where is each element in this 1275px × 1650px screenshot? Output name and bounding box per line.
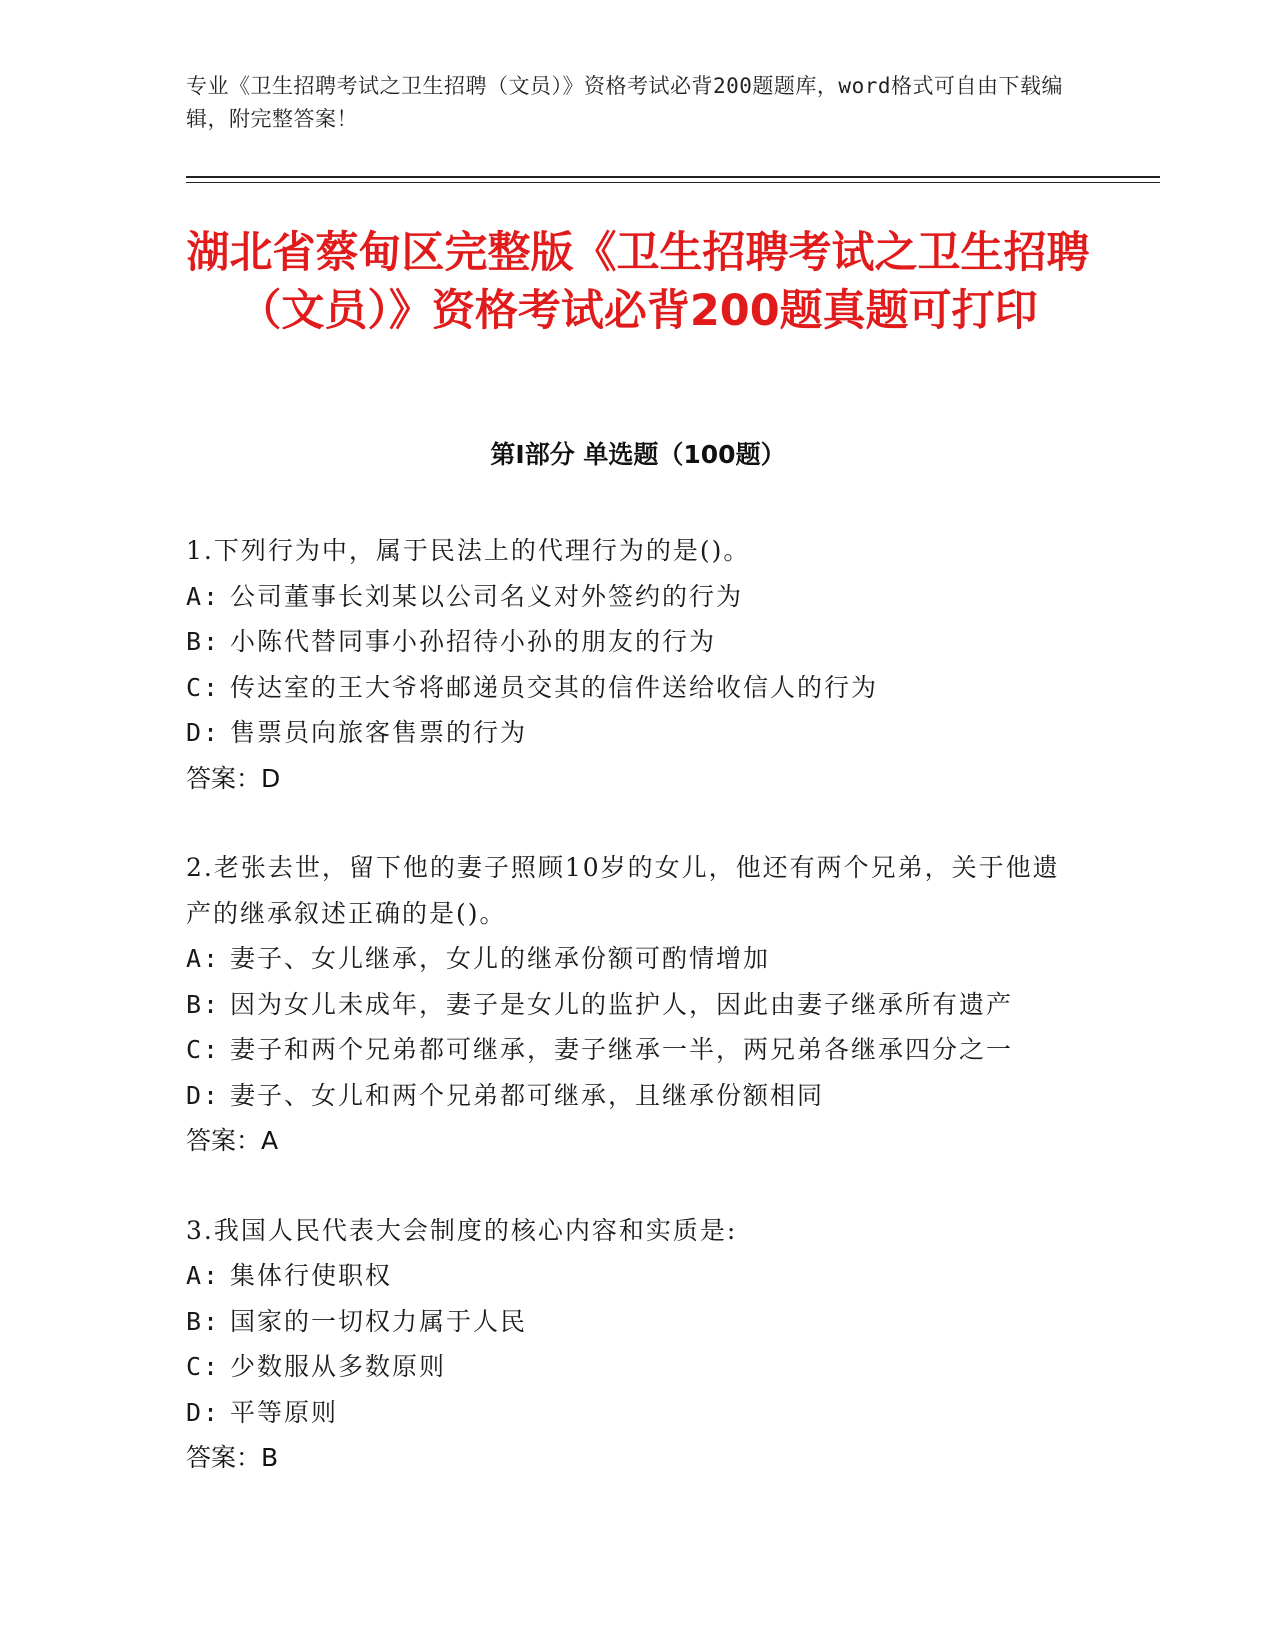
option-text: 售票员向旅客售票的行为 xyxy=(230,718,528,747)
option-d xyxy=(186,1073,1086,1119)
option-text: 小陈代替同事小孙招待小孙的朋友的行为 xyxy=(230,627,717,656)
option-d xyxy=(186,1390,1086,1436)
answer-line: 答案：A xyxy=(186,1126,279,1155)
option-letter: B: xyxy=(186,989,221,1019)
question-stem: 2.老张去世，留下他的妻子照顾10岁的女儿，他还有两个兄弟，关于他遗产的继承叙述正确的是()。 xyxy=(186,853,1060,928)
option-letter: C: xyxy=(186,672,221,702)
option-letter: C: xyxy=(186,1352,221,1381)
option-text: 妻子、女儿继承，女儿的继承份额可酌情增加 xyxy=(230,944,771,973)
option-c xyxy=(186,1344,1086,1390)
option-b xyxy=(186,982,1086,1028)
option-a xyxy=(186,1253,1086,1299)
option-a xyxy=(186,574,1086,620)
option-letter: D: xyxy=(186,1397,221,1427)
option-text: 妻子和两个兄弟都可继承，妻子继承一半，两兄弟各继承四分之一 xyxy=(230,1035,1014,1064)
option-c xyxy=(186,1027,1086,1073)
section-title: 第Ⅰ部分 单选题（100题） xyxy=(490,440,786,469)
document-title: 湖北省蔡甸区完整版《卫生招聘考试之卫生招聘（文员）》资格考试必背200题真题可打印 xyxy=(186,228,1090,336)
option-d xyxy=(186,710,1086,756)
question-stem: 3.我国人民代表大会制度的核心内容和实质是: xyxy=(186,1215,738,1245)
header-divider-thick xyxy=(186,176,1160,178)
option-a xyxy=(186,936,1086,982)
header-note: 专业《卫生招聘考试之卫生招聘（文员）》资格考试必背200题题库，word格式可自由下载编辑，附完整答案！ xyxy=(186,74,1063,131)
question-1 xyxy=(186,528,1086,801)
option-letter: B: xyxy=(186,1306,221,1336)
option-text: 国家的一切权力属于人民 xyxy=(230,1306,528,1336)
question-stem: 1.下列行为中，属于民法上的代理行为的是()。 xyxy=(186,536,751,565)
option-letter: A: xyxy=(186,581,221,611)
option-text: 集体行使职权 xyxy=(230,1261,393,1290)
option-c xyxy=(186,665,1086,711)
option-letter: B: xyxy=(186,627,221,656)
option-letter: C: xyxy=(186,1035,221,1064)
option-letter: D: xyxy=(186,718,221,747)
option-letter: D: xyxy=(186,1080,221,1110)
option-letter: A: xyxy=(186,1261,221,1290)
option-b xyxy=(186,619,1086,665)
option-text: 公司董事长刘某以公司名义对外签约的行为 xyxy=(230,581,744,611)
header-divider-thin xyxy=(186,182,1160,183)
option-text: 妻子、女儿和两个兄弟都可继承，且继承份额相同 xyxy=(230,1080,825,1110)
answer-line: 答案：B xyxy=(186,1443,279,1472)
option-text: 传达室的王大爷将邮递员交其的信件送给收信人的行为 xyxy=(230,672,879,702)
option-text: 平等原则 xyxy=(230,1397,339,1427)
option-b xyxy=(186,1299,1086,1345)
option-letter: A: xyxy=(186,944,221,973)
option-text: 因为女儿未成年，妻子是女儿的监护人，因此由妻子继承所有遗产 xyxy=(230,989,1014,1019)
question-3 xyxy=(186,1208,1086,1481)
question-list xyxy=(186,528,1086,1525)
option-text: 少数服从多数原则 xyxy=(230,1352,447,1381)
question-2 xyxy=(186,845,1086,1164)
answer-line: 答案：D xyxy=(186,763,281,793)
